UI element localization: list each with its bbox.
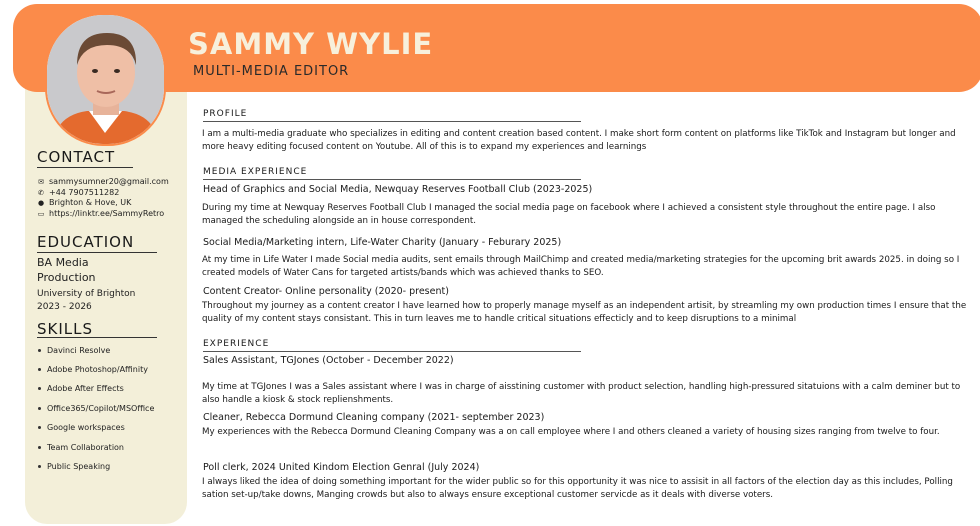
education-years: 2023 - 2026: [37, 302, 92, 312]
location-pin-icon: ●: [37, 198, 45, 207]
job-description: My experiences with the Rebecca Dormund Cleaning Company was a on call employee where I and others cleaned a variety of housing sizes ranging from twelve to four.: [202, 427, 940, 437]
job-description: I always liked the idea of doing something important for the wider public so for this opportunity it was nice to assisit in all factors of the election day as this includes, Polling sation set-up/take downs, Manging crowds but also to always ensure exceptional customer servicde as it deals with diverse voters.: [202, 477, 953, 500]
skill-label: Adobe Photoshop/Affinity: [47, 365, 148, 374]
skill-label: Public Speaking: [47, 462, 111, 471]
contact-location: [37, 198, 131, 207]
experience-heading: EXPERIENCE: [203, 339, 270, 349]
phone-icon: ✆: [38, 188, 44, 197]
candidate-role: MULTI-MEDIA EDITOR: [193, 64, 350, 79]
profile-divider: [203, 121, 581, 122]
bullet-icon: [38, 465, 41, 468]
bullet-icon: [38, 426, 41, 429]
contact-heading: CONTACT: [37, 148, 116, 166]
bullet-icon: [38, 387, 41, 390]
contact-location-text: Brighton & Hove, UK: [49, 198, 132, 207]
skills-heading: SKILLS: [37, 320, 94, 338]
envelope-icon: ✉: [38, 177, 44, 186]
education-divider: [37, 252, 157, 253]
job-title: Poll clerk, 2024 United Kindom Election Genral (July 2024): [203, 462, 480, 473]
job-description: My time at TGJones I was a Sales assistant where I was in charge of aisstining customer with product selection, handling high-pressured sitatuions with a calm deminer but to also handle a kiosk & stock replienshments.: [202, 382, 961, 405]
job-title: Sales Assistant, TGJones (October - December 2022): [203, 355, 454, 366]
job-description: At my time in Life Water I made Social media audits, sent emails through MailChimp and created media/marketing strategies for the upcoming brit awards 2025. in doing so I created models of Water Cans for targeted artists/bands which was achieved thanks to SEO.: [202, 255, 960, 278]
contact-email-text: sammysumner20@gmail.com: [49, 177, 169, 186]
bullet-icon: [38, 349, 41, 352]
contact-divider: [37, 167, 133, 168]
skill-item: [38, 462, 110, 471]
skill-label: Team Collaboration: [47, 443, 125, 452]
candidate-name: SAMMY WYLIE: [188, 27, 434, 61]
skill-item: [38, 423, 125, 432]
job-description: Throughout my journey as a content creator I have learned how to properly manage myself as an independent artisit, by streamling my own production times I ensure that the quality of my content stays consistant. This in turn leaves me to handle critical situations effecticly and to keep disruptions to a minimal: [202, 301, 967, 324]
profile-text: I am a multi-media graduate who specializes in editing and content creation based content. I make short form content on platforms like TikTok and Instagram but longer and more heavy editing focused content on Youtube. All of this is to expand my experiences and learnings: [202, 129, 956, 152]
bullet-icon: [38, 446, 41, 449]
contact-email[interactable]: [37, 177, 169, 186]
education-school: University of Brighton: [37, 289, 136, 299]
contact-link-text: https://linktr.ee/SammyRetro: [49, 209, 165, 218]
skill-label: Google workspaces: [47, 423, 125, 432]
education-degree-line1: BA Media: [37, 256, 89, 269]
profile-heading: PROFILE: [203, 109, 248, 119]
portrait-illustration: [47, 15, 164, 144]
profile-photo: [45, 13, 166, 146]
skills-divider: [37, 337, 157, 338]
skill-label: Office365/Copilot/MSOffice: [47, 404, 155, 413]
contact-phone[interactable]: [37, 188, 119, 197]
contact-phone-text: +44 7907511282: [49, 188, 120, 197]
contact-link[interactable]: [37, 209, 164, 218]
job-title: Head of Graphics and Social Media, Newquay Reserves Football Club (2023-2025): [203, 184, 593, 195]
media-experience-heading: MEDIA EXPERIENCE: [203, 167, 308, 177]
skill-item: [38, 443, 124, 452]
laptop-icon: ▭: [37, 209, 45, 218]
bullet-icon: [38, 407, 41, 410]
skill-item: [38, 346, 110, 355]
skill-label: Adobe After Effects: [47, 384, 124, 393]
skill-item: [38, 404, 154, 413]
education-degree-line2: Production: [37, 271, 96, 284]
skill-item: [38, 384, 124, 393]
experience-divider: [203, 351, 581, 352]
education-heading: EDUCATION: [37, 233, 135, 251]
skill-label: Davinci Resolve: [47, 346, 111, 355]
media-experience-divider: [203, 179, 581, 180]
bullet-icon: [38, 368, 41, 371]
skill-item: [38, 365, 148, 374]
job-title: Content Creator- Online personality (2020- present): [203, 286, 449, 297]
job-title: Social Media/Marketing intern, Life-Water Charity (January - Feburary 2025): [203, 237, 562, 248]
job-description: During my time at Newquay Reserves Football Club I managed the social media page on facebook where I achieved a consistent style throughout the entire page. I also managed the scheduling alongside an in house correspondent.: [202, 203, 936, 226]
job-title: Cleaner, Rebecca Dormund Cleaning company (2021- september 2023): [203, 412, 545, 423]
